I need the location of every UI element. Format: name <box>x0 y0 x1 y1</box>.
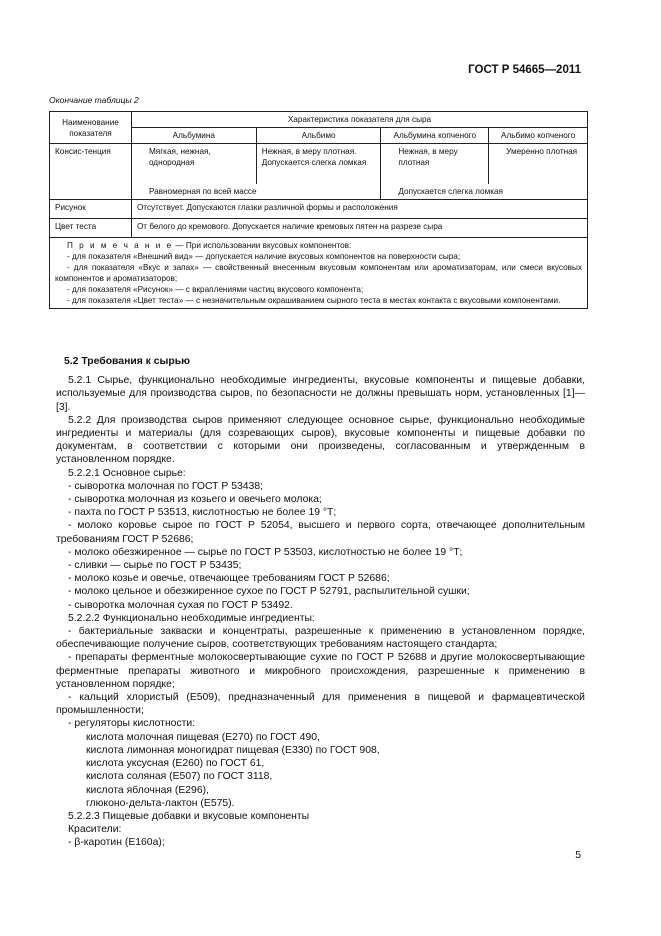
cell-span-1: Равномерная по всей массе <box>131 184 380 200</box>
list-item: - β-каротин (Е160а); <box>68 837 165 849</box>
subheader-3: Альбумина копченого <box>381 128 489 144</box>
list-item: - сыворотка молочная из козьего и овечьего молока; <box>68 494 322 506</box>
paragraph-5221: 5.2.2.1 Основное сырье: <box>68 467 186 479</box>
list-item: - регуляторы кислотности: <box>68 718 196 730</box>
acid-item: глюконо-дельта-лактон (Е575). <box>86 797 235 809</box>
cell-c4: Умеренно плотная <box>489 144 588 185</box>
document-id: ГОСТ Р 54665—2011 <box>468 64 581 76</box>
note-intro: — При использовании вкусовых компонентов: <box>173 241 352 250</box>
paragraph-5222: 5.2.2.2 Функционально необходимые ингредиенты: <box>68 612 315 624</box>
list-item: - молоко цельное и обезжиренное сухое по ГОСТ Р 52791, распылительной сушки; <box>68 586 470 598</box>
list-item: - пахта по ГОСТ Р 53513, кислотностью не более 19 °Т; <box>68 507 337 519</box>
list-item: - препараты ферментные молокосвертывающие сухие по ГОСТ Р 52688 и другие молокосвертывающие ферментные препараты животного и микробного происхождения, разрешенные к применению в установленном порядке; <box>56 652 585 690</box>
cell-pattern: Отсутствует. Допускаются глазки различной формы и расположения <box>131 200 587 219</box>
list-item: - сливки — сырье по ГОСТ Р 53435; <box>68 560 242 572</box>
acid-item: кислота соляная (Е507) по ГОСТ 3118, <box>86 771 273 783</box>
acid-item: кислота молочная пищевая (Е270) по ГОСТ 490, <box>86 731 320 743</box>
table-note-row <box>50 238 588 309</box>
properties-table <box>49 111 588 309</box>
list-item: - кальций хлористый (Е509), предназначенный для применения в пищевой и фармацевтической промышленности; <box>56 692 585 717</box>
section-body <box>56 355 585 850</box>
note-line-1: - для показателя «Внешний вид» — допускается наличие вкусовых компонентов на поверхности сыра; <box>67 252 461 261</box>
cell-color: От белого до кремового. Допускается наличие кремовых пятен на разрезе сыра <box>131 219 587 238</box>
acid-item: кислота уксусная (Е260) по ГОСТ 61, <box>86 758 265 770</box>
col-header-name: Наименование показателя <box>50 112 132 144</box>
paragraph-5223: 5.2.2.3 Пищевые добавки и вкусовые компоненты <box>68 810 310 822</box>
table-caption: Окончание таблицы 2 <box>49 95 139 105</box>
col-header-group: Характеристика показателя для сыра <box>131 112 587 128</box>
acid-item: кислота яблочная (Е296), <box>86 784 209 796</box>
note-line-2: - для показателя «Вкус и запах» — свойственный внесенным вкусовым компонентам или ароматизаторам, или смеси вкусовых компонентов и ароматизаторов; <box>55 263 582 283</box>
subheader-2: Альбимо <box>256 128 381 144</box>
table-note <box>50 238 588 309</box>
note-label: П р и м е ч а н и е <box>67 241 174 250</box>
paragraph-521: 5.2.1 Сырье, функционально необходимые ингредиенты, вкусовые компоненты и пищевые добавки, используемые для производства сыров, по безопасности не должны превышать норм, установленных [1]—[3]. <box>56 375 585 413</box>
paragraph-522: 5.2.2 Для производства сыров применяют следующее основное сырье, функционально необходимые ингредиенты и материалы (для созревающих сыров), вкусовые компоненты и пищевые добавки по документам, в соответствии с которыми они произведены, согласованным и утвержденным в установленном порядке. <box>56 414 585 466</box>
table-header-row <box>50 112 588 128</box>
acid-item: кислота лимонная моногидрат пищевая (Е330) по ГОСТ 908, <box>86 744 380 756</box>
note-line-3: - для показателя «Рисунок» — с вкраплениями частиц вкусового компонента; <box>67 285 364 294</box>
list-item: - бактериальные закваски и концентраты, разрешенные к применению в установленном порядке, обеспечивающие получение сыров, соответствующих требованиям настоящего стандарта; <box>56 626 585 651</box>
section-title: 5.2 Требования к сырью <box>64 356 191 367</box>
cell-c1: Мягкая, нежная, однородная <box>131 144 256 185</box>
row-name-color: Цвет теста <box>50 219 132 238</box>
row-name-consistency: Консис-тенция <box>50 144 132 200</box>
row-name-pattern: Рисунок <box>50 200 132 219</box>
table-row <box>50 144 588 185</box>
page-number: 5 <box>575 850 581 861</box>
table-row <box>50 219 588 238</box>
list-item: - сыворотка молочная по ГОСТ Р 53438; <box>68 480 263 492</box>
subheader-4: Альбимо копченого <box>489 128 588 144</box>
list-item: - молоко козье и овечье, отвечающее требованиям ГОСТ Р 52686; <box>68 573 390 585</box>
note-line-4: - для показателя «Цвет теста» — с незначительным окрашиванием сырного теста в местах контакта с вкусовыми компонентами. <box>67 296 561 305</box>
list-item: - молоко обезжиренное — сырье по ГОСТ Р 53503, кислотностью не более 19 °Т; <box>68 546 463 558</box>
dyes-heading: Красители: <box>68 824 122 836</box>
list-item: - молоко коровье сырое по ГОСТ Р 52054, высшего и первого сорта, отвечающее дополнительным требованиям ГОСТ Р 52686; <box>56 520 585 545</box>
table-row <box>50 200 588 219</box>
subheader-1: Альбумина <box>131 128 256 144</box>
cell-c3: Нежная, в меру плотная <box>381 144 489 185</box>
cell-c2: Нежная, в меру плотная. Допускается слегка ломкая <box>256 144 381 185</box>
cell-span-2: Допускается слегка ломкая <box>381 184 588 200</box>
list-item: - сыворотка молочная сухая по ГОСТ Р 53492. <box>68 599 293 611</box>
